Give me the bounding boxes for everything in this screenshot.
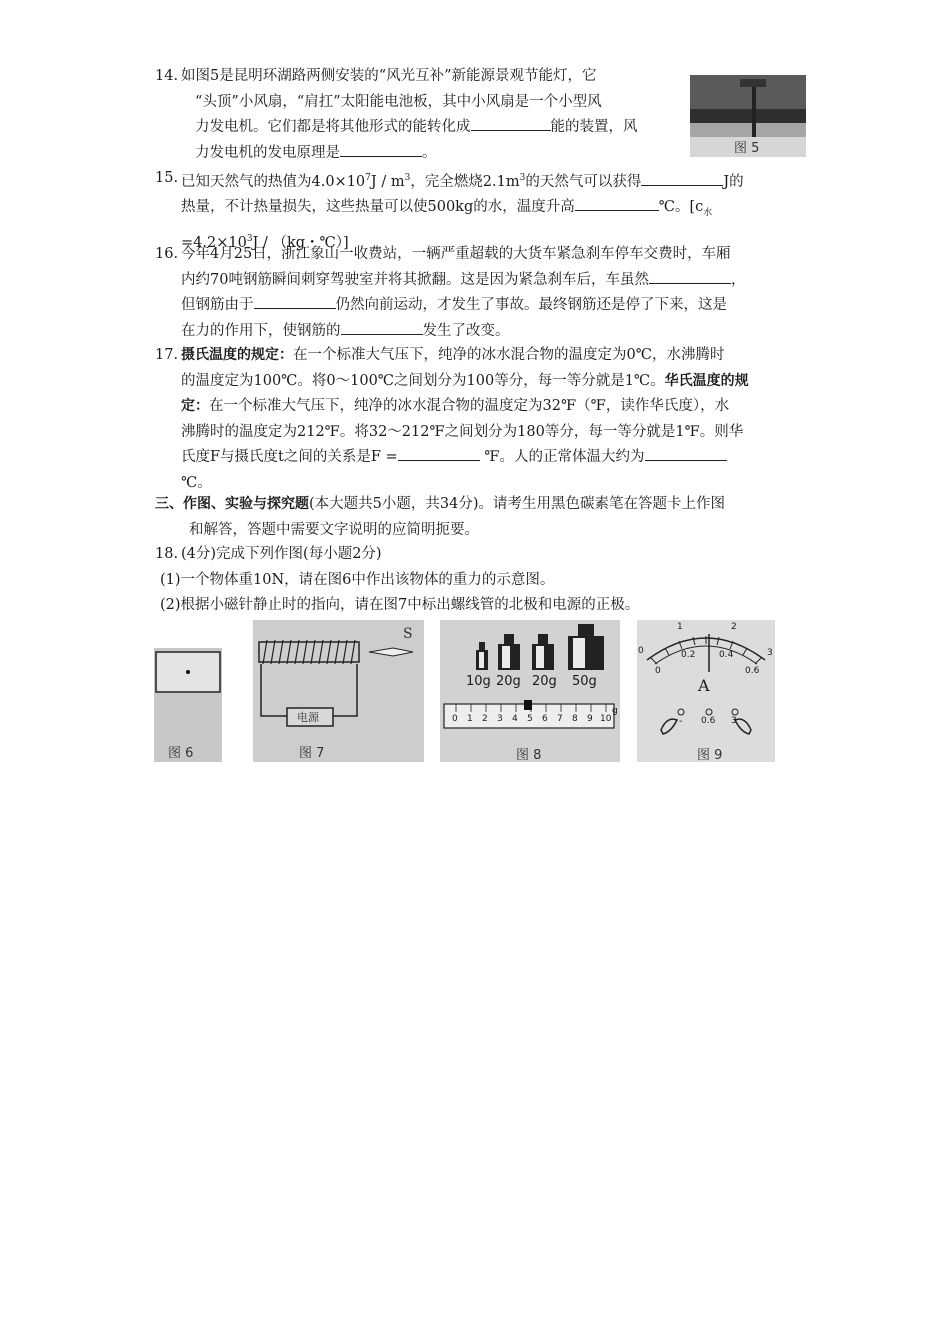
answer-blank[interactable]: [645, 446, 727, 461]
answer-blank[interactable]: [575, 196, 659, 211]
figure-6: [154, 648, 222, 762]
q17-line-2: 的温度定为100℃。将0～100℃之间划分为100等分，每一等分就是1℃。华氏温度的规: [181, 372, 749, 389]
q14-line-3: 力发电机。它们都是将其他形式的能转化成 能的装置，风: [195, 115, 805, 141]
answer-blank[interactable]: [649, 269, 731, 284]
question-18: 18. (4分)完成下列作图(每小题2分): [155, 542, 805, 568]
q17-line-5: 氏度F与摄氏度t之间的关系是F = ℉。人的正常体温大约为: [181, 445, 805, 471]
figure-5-caption: 图 5: [734, 141, 760, 156]
figure-6-caption: 图 6: [168, 746, 194, 761]
q16-line-1: 今年4月25日，浙江象山一收费站，一辆严重超载的大货车紧急刹车停车交费时，车厢: [181, 246, 731, 262]
question-16: [155, 242, 805, 344]
answer-blank[interactable]: [341, 320, 423, 335]
q18-part-2: (2)根据小磁针静止时的指向，请在图7中标出螺线管的北极和电源的正极。: [160, 597, 640, 613]
q14-line-1: 如图5是昆明环湖路两侧安装的“风光互补”新能源景观节能灯，它: [181, 68, 597, 84]
q16-line-3: 但钢筋由于 仍然向前运动，才发生了事故。最终钢筋还是停了下来，这是: [181, 293, 805, 319]
q14-line-4: 力发电机的发电原理是 。: [195, 141, 805, 167]
ammeter-labels: 0 1 2 3 0 0.2 0.4 0.6 A - 0.6 3: [638, 622, 773, 727]
q16-line-2: 内约70吨钢筋瞬间刺穿驾驶室并将其掀翻。这是因为紧急刹车后，车虽然 ，: [181, 268, 805, 294]
q15-line-1: 已知天然气的热值为$4.0\times 10^7J / m^3$，完全燃烧$2.1m^3$的天然气可以获得 J的: [181, 166, 805, 195]
question-number: 18.: [155, 546, 179, 562]
figure-9-caption: 图 9: [697, 748, 723, 762]
q16-line-4: 在力的作用下，使钢筋的 发生了改变。: [181, 319, 805, 345]
question-number: 14.: [155, 68, 179, 84]
figure-5-photo: [690, 75, 806, 157]
q15-line-3: $=4.2\times 10^3J / (kg$・℃）]: [181, 233, 349, 251]
q17-line-6: ℃。: [181, 474, 212, 491]
power-source-label: 电源: [297, 711, 319, 724]
q17-line-1: 摄氏温度的规定：在一个标准大气压下，纯净的冰水混合物的温度定为0℃，水沸腾时: [181, 347, 725, 363]
q18-part-1: (1)一个物体重10N，请在图6中作出该物体的重力的示意图。: [160, 572, 555, 588]
figure-7-caption: 图 7: [299, 746, 325, 761]
figure-9: [637, 620, 775, 762]
answer-blank[interactable]: [254, 294, 336, 309]
section-3-header: 三、作图、实验与探究题(本大题共5小题，共34分)。请考生用黑色碳素笔在答题卡上作图 和解答，答题中需要文字说明的应简明扼要。: [155, 496, 725, 538]
answer-blank[interactable]: [641, 171, 723, 186]
figure-7-drawing: [253, 620, 424, 762]
figure-8-caption: 图 8: [516, 748, 542, 762]
figure-8: 10g 20g 20g 50g 0 1 2 3 4 5 6 7 8 9 10 g 图 8: [440, 620, 620, 762]
answer-blank[interactable]: [398, 446, 480, 461]
question-number: 17.: [155, 347, 179, 363]
compass-pole-label: S: [403, 626, 413, 642]
figure-7: [253, 620, 424, 762]
q17-line-4: 沸腾时的温度定为212℉。将32～212℉之间划分为180等分，每一等分就是1℉。则华: [181, 423, 744, 440]
question-17: [155, 343, 805, 496]
answer-blank[interactable]: [340, 142, 422, 157]
question-number: 15.: [155, 170, 179, 186]
answer-blank[interactable]: [471, 116, 551, 131]
q17-line-3: 定：在一个标准大气压下，纯净的冰水混合物的温度定为32℉（℉，读作华氏度），水: [181, 398, 730, 414]
question-number: 16.: [155, 246, 179, 262]
q14-line-2: “头顶”小风扇，“肩扛”太阳能电池板，其中小风扇是一个小型风: [195, 93, 602, 110]
q15-line-2: 热量，不计热量损失，这些热量可以使500kg的水，温度升高 ℃。[$c_水$: [181, 195, 805, 226]
figure-8-drawing: [440, 620, 620, 762]
section-title: 三、作图、实验与探究题: [155, 496, 309, 512]
